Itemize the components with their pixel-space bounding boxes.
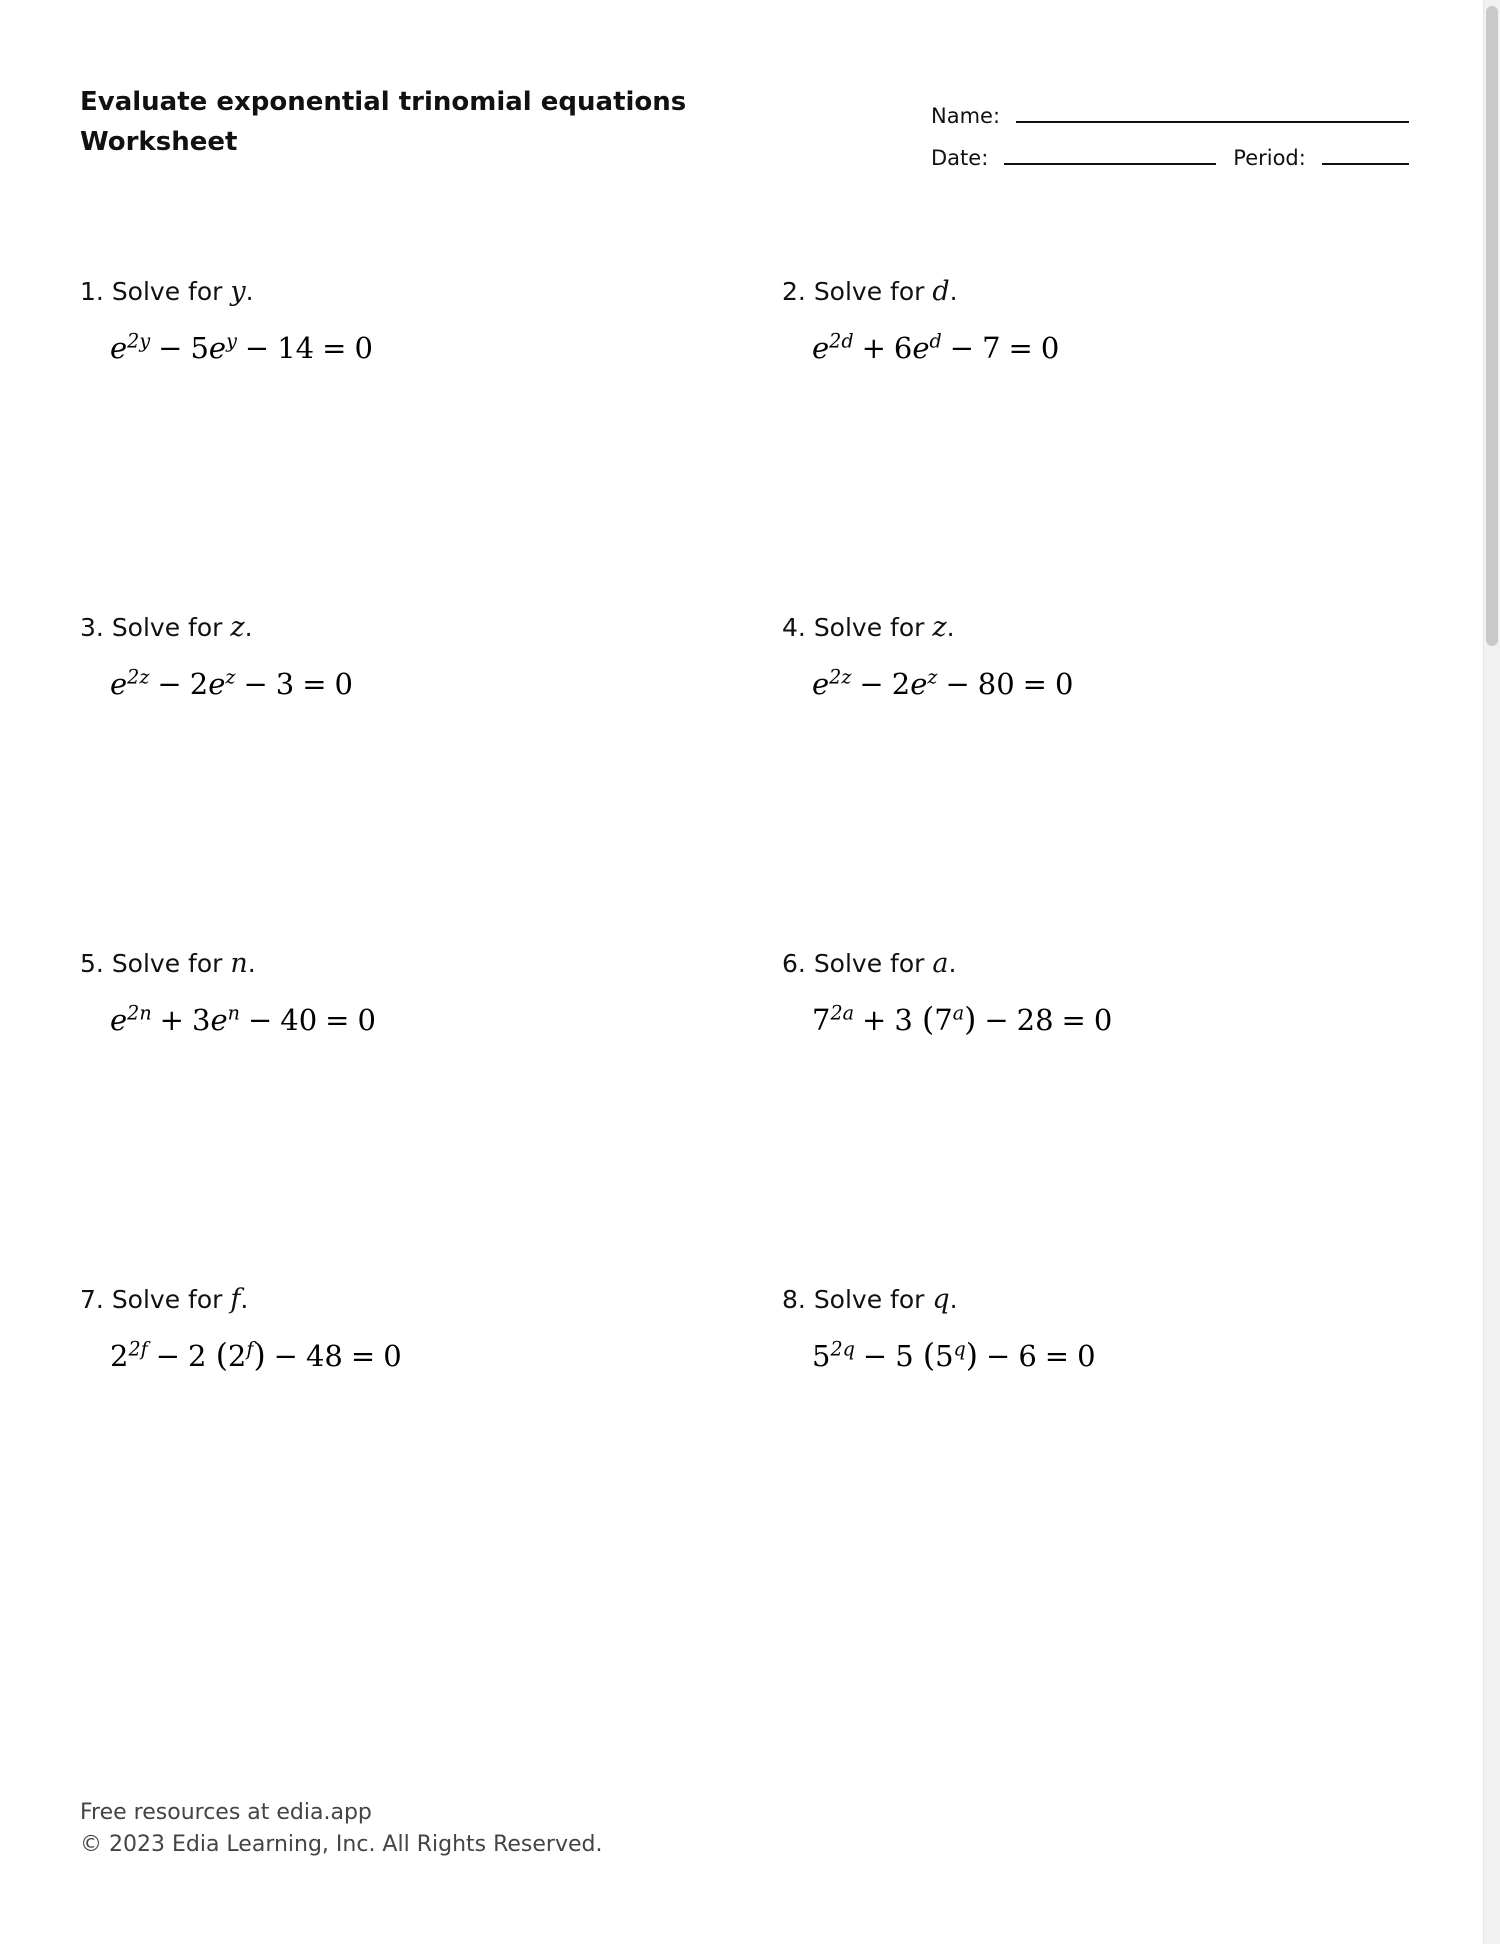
- solve-variable: y: [230, 276, 246, 307]
- open-paren: (: [215, 1338, 228, 1374]
- eq-operator: +: [862, 1003, 887, 1037]
- eq-operator: −: [244, 331, 270, 365]
- equation: [110, 328, 720, 368]
- eq-exponent-2: d: [929, 329, 942, 353]
- equation: [110, 1000, 720, 1040]
- eq-constant: 3: [275, 667, 295, 701]
- eq-exponent-2: f: [246, 1337, 254, 1361]
- eq-operator: −: [862, 1339, 888, 1373]
- eq-exponent-2: z: [927, 665, 938, 689]
- eq-coefficient: 3: [894, 1003, 913, 1037]
- problem-number: 5.: [80, 949, 104, 978]
- equation: [812, 1000, 1422, 1040]
- eq-equals: =: [350, 1339, 376, 1373]
- prompt-text: Solve for: [111, 613, 223, 642]
- name-row: [931, 86, 1411, 128]
- date-period-row: [931, 128, 1411, 170]
- problem-prompt: 2. Solve for d.: [782, 276, 958, 307]
- eq-constant: 40: [280, 1003, 318, 1037]
- prompt-text: Solve for: [111, 1285, 223, 1314]
- eq-exponent-2: q: [953, 1337, 966, 1361]
- footer-resources-link[interactable]: Free resources at edia.app: [80, 1800, 372, 1825]
- vertical-scrollbar[interactable]: [1483, 0, 1500, 1944]
- eq-equals: =: [1044, 1339, 1070, 1373]
- eq-operator: −: [273, 1339, 298, 1373]
- scrollbar-thumb[interactable]: [1486, 6, 1498, 646]
- footer-copyright: © 2023 Edia Learning, Inc. All Rights Reserved.: [80, 1832, 603, 1857]
- close-paren: ): [253, 1338, 266, 1374]
- eq-constant: 6: [1018, 1339, 1037, 1373]
- eq-equals: =: [1008, 331, 1033, 365]
- eq-operator: −: [247, 1003, 273, 1037]
- date-blank[interactable]: [1004, 163, 1216, 165]
- eq-rhs: 0: [383, 1339, 402, 1373]
- open-paren: (: [922, 1338, 936, 1374]
- eq-constant: 48: [305, 1339, 343, 1373]
- eq-equals: =: [1022, 667, 1047, 701]
- solve-variable: a: [932, 948, 949, 979]
- problem-prompt: 7. Solve for f.: [80, 1284, 249, 1315]
- open-paren: (: [922, 1002, 935, 1038]
- prompt-text: Solve for: [813, 277, 925, 306]
- eq-exponent-1: 2z: [127, 665, 150, 689]
- equation: [110, 1336, 720, 1376]
- eq-rhs: 0: [1054, 667, 1074, 701]
- eq-equals: =: [325, 1003, 350, 1037]
- problem-4: [782, 610, 1422, 704]
- eq-exponent-2: n: [227, 1001, 240, 1025]
- eq-operator: −: [243, 667, 268, 701]
- eq-operator: −: [155, 1339, 181, 1373]
- problem-5: [80, 946, 720, 1040]
- eq-rhs: 0: [1093, 1003, 1113, 1037]
- footer: [80, 1797, 602, 1861]
- equation: [812, 328, 1422, 368]
- eq-base-1: e: [110, 667, 128, 701]
- problem-prompt: 3. Solve for z.: [80, 612, 253, 643]
- eq-exponent-1: 2q: [830, 1337, 855, 1361]
- problem-prompt: 5. Solve for n.: [80, 948, 256, 979]
- solve-variable: d: [932, 276, 950, 307]
- eq-base-1: e: [110, 1003, 128, 1037]
- title-line-2: Worksheet: [80, 127, 238, 157]
- solve-variable: z: [932, 612, 947, 643]
- eq-exponent-1: 2f: [128, 1337, 148, 1361]
- equation: [812, 664, 1422, 704]
- eq-exponent-2: a: [952, 1001, 965, 1025]
- eq-operator: −: [949, 331, 975, 365]
- problem-prompt: 6. Solve for a.: [782, 948, 957, 979]
- problem-6: [782, 946, 1422, 1040]
- problem-number: 4.: [782, 613, 806, 642]
- eq-operator: −: [945, 667, 970, 701]
- eq-base-1: e: [110, 331, 128, 365]
- eq-base-1: 5: [812, 1339, 831, 1373]
- eq-operator: +: [861, 331, 886, 365]
- eq-coefficient: 3: [191, 1003, 211, 1037]
- equation: [110, 664, 720, 704]
- eq-exponent-1: 2a: [830, 1001, 855, 1025]
- eq-base-2: 2: [227, 1339, 247, 1373]
- eq-constant: 7: [982, 331, 1001, 365]
- eq-rhs: 0: [1040, 331, 1060, 365]
- solve-variable: z: [230, 612, 245, 643]
- eq-equals: =: [302, 667, 327, 701]
- eq-exponent-1: 2y: [127, 329, 151, 353]
- eq-equals: =: [322, 331, 347, 365]
- problem-number: 7.: [80, 1285, 104, 1314]
- solve-variable: q: [932, 1284, 950, 1315]
- solve-variable: f: [230, 1284, 241, 1315]
- problem-prompt: 1. Solve for y.: [80, 276, 254, 307]
- close-paren: ): [965, 1338, 978, 1374]
- eq-constant: 14: [277, 331, 315, 365]
- eq-operator: −: [859, 667, 884, 701]
- problem-number: 1.: [80, 277, 104, 306]
- eq-base-1: 2: [110, 1339, 129, 1373]
- eq-equals: =: [1061, 1003, 1086, 1037]
- eq-base-1: 7: [812, 1003, 831, 1037]
- prompt-text: Solve for: [813, 1285, 925, 1314]
- eq-rhs: 0: [354, 331, 373, 365]
- worksheet-title: [80, 82, 686, 162]
- problem-prompt: 8. Solve for q.: [782, 1284, 958, 1315]
- problem-number: 3.: [80, 613, 104, 642]
- eq-coefficient: 2: [188, 1339, 207, 1373]
- eq-rhs: 0: [334, 667, 353, 701]
- eq-base-2: 5: [935, 1339, 954, 1373]
- name-label: Name:: [931, 104, 1001, 128]
- eq-base-2: e: [208, 331, 227, 365]
- eq-exponent-1: 2z: [829, 665, 852, 689]
- solve-variable: n: [230, 948, 248, 979]
- eq-rhs: 0: [1077, 1339, 1096, 1373]
- eq-operator: −: [157, 667, 182, 701]
- period-blank[interactable]: [1322, 163, 1409, 165]
- eq-operator: −: [986, 1339, 1011, 1373]
- problem-3: [80, 610, 720, 704]
- eq-base-2: e: [912, 331, 930, 365]
- problem-7: [80, 1282, 720, 1376]
- eq-operator: −: [158, 331, 183, 365]
- problem-8: [782, 1282, 1422, 1376]
- student-info-fields: [931, 86, 1411, 170]
- close-paren: ): [964, 1002, 977, 1038]
- eq-exponent-1: 2d: [829, 329, 854, 353]
- eq-base-2: e: [210, 1003, 228, 1037]
- eq-coefficient: 6: [893, 331, 913, 365]
- prompt-text: Solve for: [813, 613, 925, 642]
- eq-coefficient: 5: [895, 1339, 914, 1373]
- eq-base-2: e: [910, 667, 928, 701]
- prompt-text: Solve for: [111, 949, 223, 978]
- prompt-text: Solve for: [813, 949, 925, 978]
- eq-base-2: 7: [934, 1003, 953, 1037]
- period-label: Period:: [1233, 146, 1306, 170]
- eq-exponent-2: z: [225, 665, 236, 689]
- problem-number: 8.: [782, 1285, 806, 1314]
- eq-operator: −: [984, 1003, 1009, 1037]
- problem-prompt: 4. Solve for z.: [782, 612, 955, 643]
- eq-exponent-2: y: [226, 329, 237, 353]
- eq-constant: 28: [1016, 1003, 1054, 1037]
- eq-exponent-1: 2n: [127, 1001, 152, 1025]
- title-line-1: Evaluate exponential trinomial equations: [80, 87, 687, 117]
- problem-1: [80, 274, 720, 368]
- problem-number: 6.: [782, 949, 806, 978]
- problem-2: [782, 274, 1422, 368]
- eq-constant: 80: [977, 667, 1015, 701]
- equation: [812, 1336, 1422, 1376]
- eq-base-1: e: [812, 331, 830, 365]
- problem-number: 2.: [782, 277, 806, 306]
- eq-rhs: 0: [357, 1003, 376, 1037]
- eq-base-1: e: [812, 667, 830, 701]
- eq-base-2: e: [208, 667, 226, 701]
- name-blank[interactable]: [1016, 121, 1409, 123]
- eq-coefficient: 2: [189, 667, 209, 701]
- eq-operator: +: [159, 1003, 184, 1037]
- eq-coefficient: 5: [190, 331, 209, 365]
- date-label: Date:: [931, 146, 989, 170]
- prompt-text: Solve for: [111, 277, 223, 306]
- eq-coefficient: 2: [891, 667, 911, 701]
